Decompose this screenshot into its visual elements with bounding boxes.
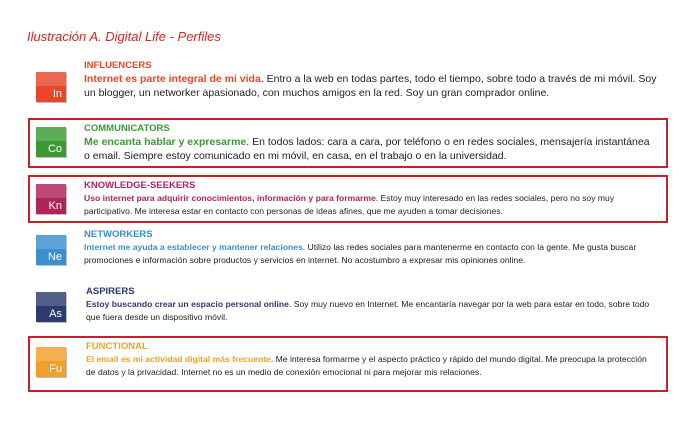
tile-code: Co [47,143,62,155]
profile-text: . Utilizo las redes sociales para mantenerme en contacto con la gente. Me gusta buscar promociones e información sobre productos y servicios en internet. No acostumbro a expresar mis opiniones online. [84,242,637,265]
profile-name: NETWORKERS [84,229,153,240]
networkers-icon [36,235,66,265]
tile-code: Fu [49,363,62,375]
profile-text: . Me interesa formarme y el aspecto práctico y rápido del mundo digital. Me preocupa la protección de datos y la privacidad. Internet no es un medio de conexión emocional ni para mejorar mis relaciones. [86,354,647,377]
profile-highlight: Internet es parte integral de mi vida [84,73,261,85]
profile-text: . Soy muy nuevo en Internet. Me encantaría navegar por la web para estar en todo, sobre todo que fuera desde un dispositivo móvil. [86,299,650,322]
profile-name: FUNCTIONAL [86,341,148,352]
profile-description [86,353,656,378]
profile-text: . Entro a la web en todas partes, todo el tiempo, sobre todo a través de mi móvil. Soy un blogger, un networker apasionado, con muchos amigos en la red. Soy un gran comprador online. [84,73,657,99]
profile-description [84,241,658,266]
page-title: Ilustración A. Digital Life - Perfiles [27,29,221,44]
communicators-icon [36,127,66,157]
profile-name: COMMUNICATORS [84,123,170,134]
profile-communicators [28,118,668,168]
profile-aspirers [28,283,668,331]
profile-description [84,192,656,217]
profile-networkers [28,226,668,276]
functional-icon [36,347,66,377]
profile-highlight: El email es mi actividad digital más frecuente [86,354,271,364]
profile-highlight: Internet me ayuda a establecer y mantener relaciones [84,242,303,252]
profile-text: . Estoy muy interesado en las redes sociales, pero no soy muy participativo. Me interesa estar en contacto con personas de ideas afines, que me ayuden a tomar decisiones. [84,193,615,216]
knowledge-seekers-icon [36,184,66,214]
profile-highlight: Me encanta hablar y expresarme [84,136,247,148]
profile-knowledge-seekers [28,175,668,223]
profile-text: . En todos lados: cara a cara, por teléfono o en redes sociales, mensajería instantánea o email. Siempre estoy comunicado en mi móvil, en casa, en el trabajo o en la universidad. [84,136,650,162]
aspirers-icon [36,292,66,322]
profile-name: KNOWLEDGE-SEEKERS [84,180,196,191]
profile-description [84,135,656,163]
tile-code: In [52,88,62,100]
profile-name: INFLUENCERS [84,60,152,71]
profile-highlight: Estoy buscando crear un espacio personal online [86,299,289,309]
profile-description [84,72,658,100]
tile-code: As [49,308,62,320]
profile-name: ASPIRERS [86,286,135,297]
influencers-icon [36,72,66,102]
profile-description [86,298,658,323]
tile-code: Kn [48,200,62,212]
profile-functional [28,336,668,392]
profile-highlight: Uso internet para adquirir conocimientos, información y para formarme [84,193,376,203]
profile-influencers [28,56,668,112]
tile-code: Ne [47,251,62,263]
